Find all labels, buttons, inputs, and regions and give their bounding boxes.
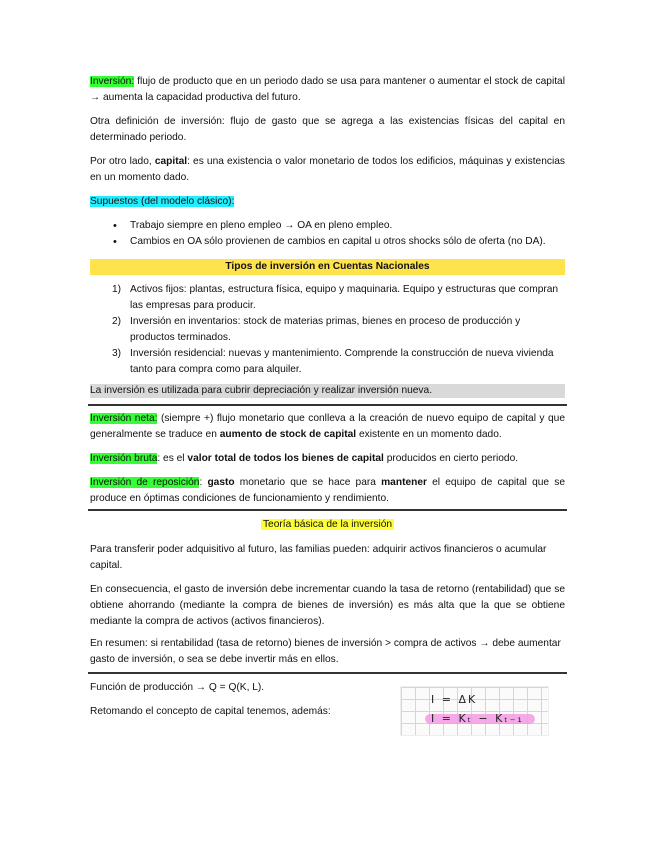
- teoria-p2: En consecuencia, el gasto de inversión debe incrementar cuando la tasa de retorno (rentabilidad) que se obtiene ahorrando (mediante la compra de bienes de inversión) es más alta que la que se obtiene mediante la compra de activos (activos financieros).: [90, 584, 565, 627]
- inversion-definition: [90, 74, 565, 106]
- capital-term: capital: [154, 156, 188, 167]
- otra-definicion: Otra definición de inversión: flujo de gasto que se agrega a las existencias físicas del capital en determinado periodo.: [90, 116, 565, 143]
- tipos-inversion-title: Tipos de inversión en Cuentas Nacionales: [90, 259, 565, 275]
- capital-definition: [90, 154, 565, 186]
- supuestos-list: [90, 218, 565, 250]
- divider: [88, 672, 567, 674]
- divider: [88, 404, 567, 406]
- capital-post: : es una existencia o valor monetario de todos los edificios, máquinas y existencias en un momento dado.: [90, 156, 565, 183]
- supuestos-title: Supuestos (del modelo clásico):: [90, 196, 235, 207]
- neta-term: Inversión neta:: [90, 413, 158, 424]
- formula-line-1: I = ΔK: [431, 693, 478, 706]
- supuesto-item: • Cambios en OA sólo provienen de cambios en capital u otros shocks sólo de oferta (no DA).: [90, 234, 565, 250]
- tipo-item: 2) Inversión en inventarios: stock de materias primas, bienes en proceso de producción y productos terminados.: [112, 316, 521, 343]
- tipos-list: [90, 282, 565, 378]
- teoria-p1: Para transferir poder adquisitivo al futuro, las familias pueden: adquirir activos financieros o acumular capital.: [90, 544, 547, 571]
- tipo-item: 1) Activos fijos: plantas, estructura física, equipo y maquinaria. Equipo y estructuras que compran las empresas para producir.: [112, 284, 559, 311]
- capital-pre: Por otro lado,: [90, 156, 155, 167]
- tipo-item: 3) Inversión residencial: nuevas y mantenimiento. Comprende la construcción de nueva vivienda tanto para compra como para alquiler.: [112, 348, 554, 375]
- teoria-p3: En resumen: si rentabilidad (tasa de retorno) bienes de inversión > compra de activos → debe aumentar gasto de inversión, o sea se debe invertir más en ellos.: [90, 638, 561, 665]
- retomando-capital: Retomando el concepto de capital tenemos, además:: [90, 706, 331, 717]
- funcion-produccion: Función de producción → Q = Q(K, L).: [90, 682, 265, 693]
- teoria-title: Teoría básica de la inversión: [262, 519, 393, 530]
- divider: [88, 509, 567, 511]
- formula-line-2: I = Kₜ − Kₜ₋₁: [431, 712, 524, 725]
- bruta-term: Inversión bruta: [90, 453, 158, 464]
- handwritten-formula-image: [400, 686, 549, 736]
- supuestos-heading: [90, 194, 565, 210]
- inversion-term: Inversión:: [90, 76, 135, 87]
- depreciacion-note: La inversión es utilizada para cubrir depreciación y realizar inversión nueva.: [90, 384, 565, 398]
- inversion-reposicion: Inversión de reposición: gasto monetario que se hace para mantener el equipo de capital que se produce en óptimas condiciones de funcionamiento y rendimiento.: [90, 477, 566, 504]
- inversion-neta: Inversión neta: (siempre +) flujo monetario que conlleva a la creación de nuevo equipo de capital y que generalmente se traduce en aumento de stock de capital existente en un momento dado.: [90, 413, 565, 440]
- inversion-text: flujo de producto que en un periodo dado se usa para mantener o aumentar el stock de capital → aumenta la capacidad productiva del futuro.: [90, 76, 565, 103]
- supuesto-item: • Trabajo siempre en pleno empleo → OA en pleno empleo.: [90, 218, 565, 234]
- inversion-bruta: Inversión bruta: es el valor total de todos los bienes de capital producidos en cierto periodo.: [90, 453, 519, 464]
- reposicion-term: Inversión de reposición: [90, 477, 200, 488]
